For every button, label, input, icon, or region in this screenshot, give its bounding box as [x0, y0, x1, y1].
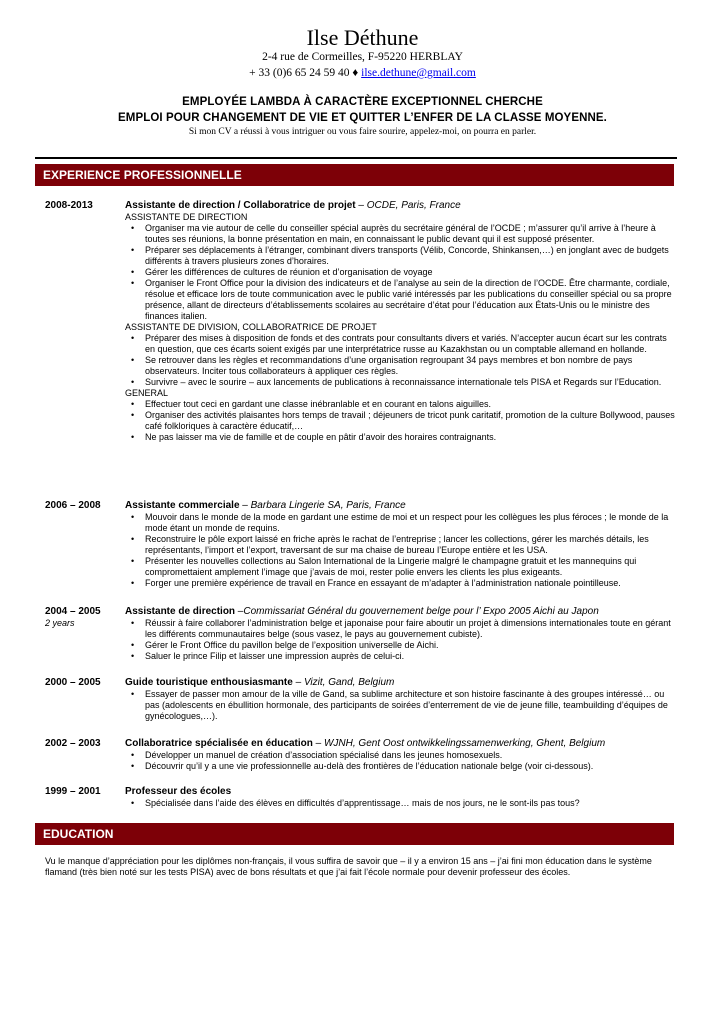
job-title: Collaboratrice spécialisée en éducation	[125, 738, 313, 749]
job-subheading: ASSISTANTE DE DIRECTION	[125, 212, 248, 222]
job-dash: –	[312, 738, 324, 749]
list-item: • Mouvoir dans le monde de la mode en gardant une estime de moi et un respect pour les collègues les plus féroces ; le monde de la mode étant un monde de requins.	[145, 512, 677, 534]
list-item: • Réussir à faire collaborer l’administration belge et japonaise pour faire aboutir un projet à dimensions internationales toute en gérant les différents communautaires belge (sous vasez, le pays au gouvernement cubiste).	[145, 618, 677, 640]
job-title: Assistante de direction / Collaboratrice de projet	[125, 200, 356, 211]
list-item: • Ne pas laisser ma vie de famille et de couple en pâtir d’avoir des horaires contraignants.	[145, 432, 677, 443]
list-item: • Présenter les nouvelles collections au Salon International de la Lingerie malgré le champagne gratuit et les mannequins qui compromettaient amplement l’image que j’avais de moi, rester polie envers les clients les plus exigeants.	[145, 556, 677, 578]
list-item: • Survivre – avec le sourire – aux lancements de publications à reconnaissance internationale tels PISA et Regards sur l’Education.	[145, 377, 677, 388]
job-title: Guide touristique enthousiasmante	[125, 677, 293, 688]
job-employer: Barbara Lingerie SA, Paris, France	[250, 500, 406, 511]
job-title-line	[125, 606, 677, 618]
list-item: • Effectuer tout ceci en gardant une classe inébranlable et en courant en talons aiguilles.	[145, 399, 677, 410]
job-title: Professeur des écoles	[125, 786, 232, 797]
list-item: • Organiser le Front Office pour la division des indicateurs et de l’analyse au sein de la direction de l’OCDE. Être charmante, cordiale, résolue et efficace lors de toute communication avec le public varié intéressés par les publications du conseiller spécial ou sa propre présence, allant de directeurs d’établissements scolaires au secrétaire d’état pour l’éducation aux États-Unis ou le ministre des finances italien.	[145, 278, 677, 322]
list-item: • Préparer ses déplacements à l’étranger, combinant divers transports (Vélib, Concorde, Shinkansen,…) en jonglant avec de budgets différents à travers plusieurs zones d’horaires.	[145, 245, 677, 267]
list-item: • Organiser ma vie autour de celle du conseiller spécial auprès du secrétaire général de l’OCDE ; m’assurer qu’il arrive à l’heure à toutes ses réunions, la bonne présentation en main, en connaissant le public devant qui il est supposé présenter.	[145, 223, 677, 245]
list-item: • Forger une première expérience de travail en France en essayant de m’adapter à l’administration nationale pointilleuse.	[145, 578, 677, 589]
list-item: • Saluer le prince Filip et laisser une impression auprès de celui-ci.	[145, 651, 677, 662]
job-body	[125, 500, 677, 589]
job-dates: 2006 – 2008	[45, 500, 101, 511]
objective-note: Si mon CV a réussi à vous intriguer ou vous faire sourire, appelez-moi, on pourra en parler.	[188, 127, 537, 137]
education-text: Vu le manque d’appréciation pour les diplômes non-français, il vous suffira de savoir que – il y a environ 15 ans – j’ai fini mon éducation dans le système flamand (très bien noté sur les tests PISA) avec de bons résultats et que j’ai fait l’école normale pour devenir professeur des écoles.	[45, 856, 652, 877]
job-dash: –	[235, 606, 244, 617]
job-dash: –	[355, 200, 367, 211]
bullet-list	[125, 399, 677, 443]
list-item: • Développer un manuel de création d’association spécialisé dans les jeunes homosexuels.	[145, 750, 677, 761]
phone: + 33 (0)6 65 24 59 40	[249, 67, 350, 79]
job-dash: –	[292, 677, 304, 688]
job-dates: 2008-2013	[45, 200, 93, 211]
job-title-line	[125, 677, 677, 689]
job-title-line	[125, 200, 677, 212]
bullet-list	[125, 512, 677, 589]
job-employer: OCDE, Paris, France	[366, 200, 461, 211]
job-subheading: GENERAL	[125, 388, 169, 398]
job-dates: 1999 – 2001	[45, 786, 101, 797]
job-title: Assistante de direction	[125, 606, 236, 617]
bullet-list	[125, 223, 677, 322]
job-employer: Commissariat Général du gouvernement belge pour l’ Expo 2005 Aichi au Japon	[243, 606, 599, 617]
job-dash: –	[239, 500, 251, 511]
list-item: • Gérer les différences de cultures de réunion et d’organisation de voyage	[145, 267, 677, 278]
job-title-line	[125, 738, 677, 750]
bullet-list	[125, 618, 677, 662]
list-item: • Spécialisée dans l’aide des élèves en difficultés d’apprentissage… mais de nos jours, ne le sont-ils pas tous?	[145, 798, 677, 809]
contact-line	[0, 66, 725, 80]
list-item: • Se retrouver dans les règles et recommandations d’une organisation regroupant 34 pays membres et bon nombre de pays observateurs. Inciter tous collaborateurs à appliquer ces règles.	[145, 355, 677, 377]
name: Ilse Déthune	[306, 25, 419, 50]
job-title-line	[125, 500, 677, 512]
job-body	[125, 677, 677, 722]
email-link[interactable]: ilse.dethune@gmail.com	[361, 67, 476, 79]
address: 2-4 rue de Cormeilles, F-95220 HERBLAY	[262, 51, 463, 63]
job-subheading: ASSISTANTE DE DIVISION, COLLABORATRICE DE PROJET	[125, 322, 377, 332]
bullet-list	[125, 689, 677, 722]
job-duration: 2 years	[45, 618, 75, 628]
job-employer: WJNH, Gent Oost ontwikkelingssamenwerking, Ghent, Belgium	[323, 738, 606, 749]
list-item: • Reconstruire le pôle export laissé en friche après le rachat de l’entreprise ; lancer les collections, gérer les marchés détails, les représentants, l’import et l’export, traversant de sur ma chaise de bureau l’Europe entière et les USA.	[145, 534, 677, 556]
section-experience: EXPERIENCE PROFESSIONNELLE	[35, 164, 674, 186]
job-body	[125, 606, 677, 662]
job-dates: 2002 – 2003	[45, 738, 101, 749]
list-item: • Préparer des mises à disposition de fonds et des contrats pour consultants divers et variés. N’accepter aucun écart sur les contrats en question, que ces écarts soient exigés par une interprétatrice russe au Kazakhstan ou un comptable allemand en hollande.	[145, 333, 677, 355]
job-body	[125, 200, 677, 443]
job-body	[125, 786, 677, 809]
job-employer: Vizit, Gand, Belgium	[303, 677, 395, 688]
bullet-list	[125, 798, 677, 809]
job-title-line	[125, 786, 677, 798]
list-item: • Gérer le Front Office du pavillon belge de l’exposition universelle de Aichi.	[145, 640, 677, 651]
section-education: EDUCATION	[35, 823, 674, 845]
list-item: • Essayer de passer mon amour de la ville de Gand, sa sublime architecture et son histoire fascinante à des groupes intéressé… ou pas (adolescents en ébullition hormonale, des participants de soirées d’enterrement de vie de jeune fille, teambuilding d’équipes de gynécologues,…).	[145, 689, 677, 722]
list-item: • Découvrir qu’il y a une vie professionnelle au-delà des frontières de l’éducation nationale belge (voir ci-dessous).	[145, 761, 677, 772]
objective-line-1: EMPLOYÉE LAMBDA À CARACTÈRE EXCEPTIONNEL CHERCHE	[182, 96, 543, 108]
bullet-list	[125, 750, 677, 772]
job-body	[125, 738, 677, 772]
job-title: Assistante commerciale	[125, 500, 240, 511]
divider	[35, 157, 677, 159]
job-dates: 2004 – 2005	[45, 606, 101, 617]
job-dates: 2000 – 2005	[45, 677, 101, 688]
list-item: • Organiser des activités plaisantes hors temps de travail ; déjeuners de tricot punk caritatif, promotion de la culture Bollywood, pauses café folkloriques à caractère éducatif,…	[145, 410, 677, 432]
bullet-list	[125, 333, 677, 388]
separator-diamond: ♦	[352, 67, 359, 79]
objective-line-2: EMPLOI POUR CHANGEMENT DE VIE ET QUITTER L’ENFER DE LA CLASSE MOYENNE.	[118, 112, 607, 124]
